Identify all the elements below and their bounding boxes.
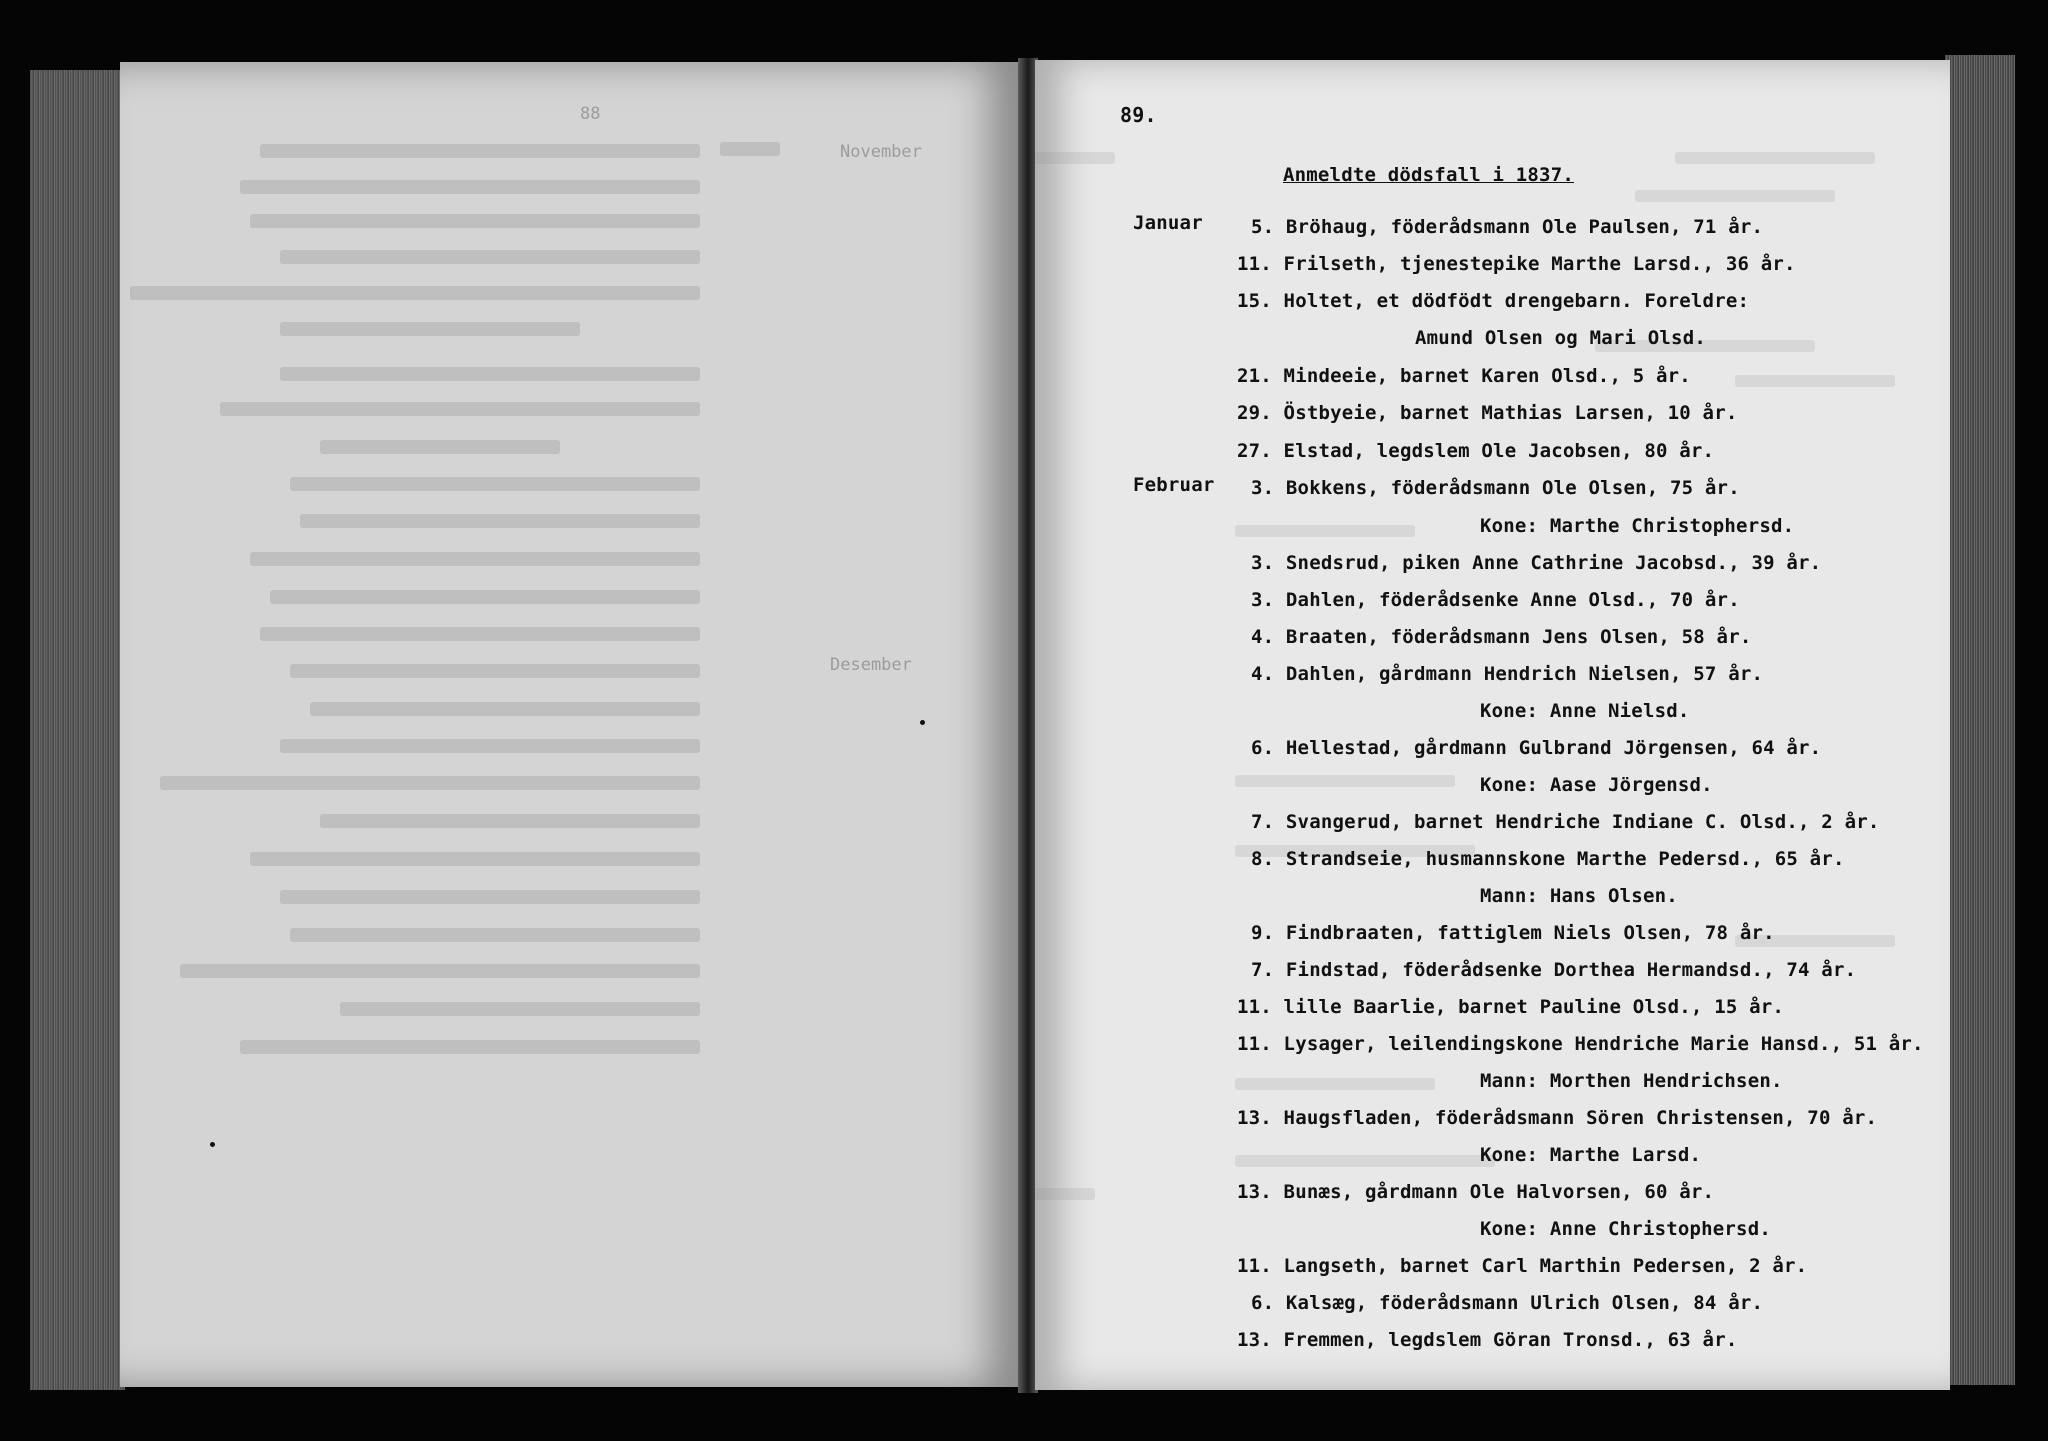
entry-line: Kone: Marthe Christophersd. [1480,515,1795,537]
entry-line: 27. Elstad, legdslem Ole Jacobsen, 80 år. [1237,440,1715,462]
entry-line: Amund Olsen og Mari Olsd. [1415,327,1706,349]
left-page [120,62,1020,1387]
entry-line: 3. Dahlen, föderådsenke Anne Olsd., 70 år. [1251,589,1740,611]
left-month-november: November [840,142,922,162]
entry-line: 9. Findbraaten, fattiglem Niels Olsen, 78 år. [1251,922,1775,944]
entry-line: 21. Mindeeie, barnet Karen Olsd., 5 år. [1237,365,1691,387]
entry-line: 13. Bunæs, gårdmann Ole Halvorsen, 60 år. [1237,1181,1715,1203]
entry-line: 3. Bokkens, föderådsmann Ole Olsen, 75 år. [1251,477,1740,499]
entry-line: Kone: Aase Jörgensd. [1480,774,1713,796]
entry-line: Kone: Anne Nielsd. [1480,700,1690,722]
right-page-edges [1945,55,2015,1385]
month-februar: Februar [1133,474,1215,496]
month-januar: Januar [1133,212,1203,234]
entry-line: 3. Snedsrud, piken Anne Cathrine Jacobsd., 39 år. [1251,552,1822,574]
entry-line: 6. Hellestad, gårdmann Gulbrand Jörgensen, 64 år. [1251,737,1822,759]
entry-line: 11. Langseth, barnet Carl Marthin Pedersen, 2 år. [1237,1255,1808,1277]
entry-line: 11. lille Baarlie, barnet Pauline Olsd., 15 år. [1237,996,1785,1018]
page-heading: Anmeldte dödsfall i 1837. [1283,164,1574,186]
left-page-number: 88 [580,104,601,124]
entry-line: 13. Fremmen, legdslem Göran Tronsd., 63 år. [1237,1329,1738,1351]
entry-line: 4. Braaten, föderådsmann Jens Olsen, 58 år. [1251,626,1752,648]
entry-line: Mann: Morthen Hendrichsen. [1480,1070,1783,1092]
entry-line: 7. Findstad, föderådsenke Dorthea Hermandsd., 74 år. [1251,959,1857,981]
entry-line: 13. Haugsfladen, föderådsmann Sören Christensen, 70 år. [1237,1107,1878,1129]
entry-line: Kone: Marthe Larsd. [1480,1144,1702,1166]
left-month-desember: Desember [830,655,912,675]
right-page [1035,60,1950,1390]
entry-line: 15. Holtet, et dödfödt drengebarn. Foreldre: [1237,290,1750,312]
entry-line: 7. Svangerud, barnet Hendriche Indiane C. Olsd., 2 år. [1251,811,1880,833]
left-page-edges [30,70,125,1390]
page-number: 89. [1120,103,1157,127]
entry-line: Kone: Anne Christophersd. [1480,1218,1771,1240]
entry-line: 6. Kalsæg, föderådsmann Ulrich Olsen, 84 år. [1251,1292,1764,1314]
entry-line: 8. Strandseie, husmannskone Marthe Pedersd., 65 år. [1251,848,1845,870]
entry-line: 11. Lysager, leilendingskone Hendriche Marie Hansd., 51 år. [1237,1033,1924,1055]
entry-line: 4. Dahlen, gårdmann Hendrich Nielsen, 57 år. [1251,663,1764,685]
entry-line: 11. Frilseth, tjenestepike Marthe Larsd., 36 år. [1237,253,1796,275]
entry-line: Mann: Hans Olsen. [1480,885,1678,907]
entry-line: 5. Bröhaug, föderådsmann Ole Paulsen, 71 år. [1251,216,1764,238]
entry-line: 29. Östbyeie, barnet Mathias Larsen, 10 år. [1237,402,1738,424]
